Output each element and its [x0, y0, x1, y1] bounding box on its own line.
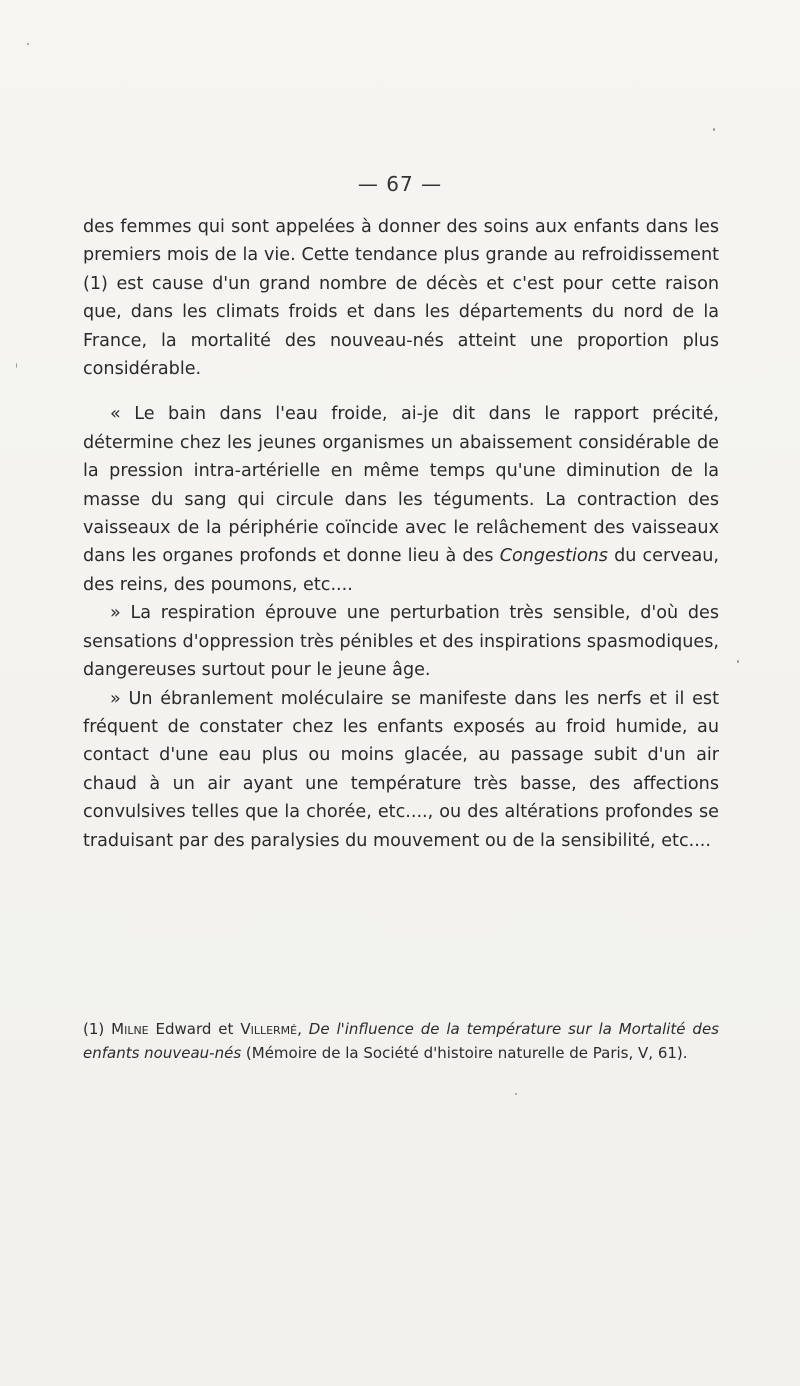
paragraph-2 — [83, 400, 719, 599]
footnote — [83, 1018, 719, 1065]
footnote-source: (Mémoire de la Société d'histoire naturelle de Paris, V, 61). — [241, 1043, 688, 1062]
page-number: — 67 — — [357, 172, 443, 196]
paragraph-2-text-end: du cerveau, des reins, des poumons, etc.... — [83, 546, 720, 595]
footnote-connector: Edward et — [148, 1020, 241, 1038]
footnote-author-2: Villermé — [240, 1020, 298, 1038]
footnote-separator: , — [297, 1020, 309, 1038]
paragraph-4: » Un ébranlement moléculaire se manifeste dans les nerfs et il est fréquent de constater chez les enfants exposés au froid humide, au contact d'une eau plus ou moins glacée, au passage subit d'un air chaud à un air ayant une température très basse, des affections convulsives telles que la chorée, etc...., ou des altérations profondes se traduisant par des paralysies du mouvement ou de la sensibilité, etc.... — [83, 688, 719, 851]
paragraph-3: » La respiration éprouve une perturbation très sensible, d'où des sensations d'oppression très pénibles et des inspirations spasmodiques, dangereuses surtout pour le jeune âge. — [83, 603, 719, 681]
paragraph-2-italic-term: Congestions — [499, 546, 608, 567]
paragraph-2-text-start: « Le bain dans l'eau froide, ai-je dit dans le rapport précité, détermine chez les jeunes organismes un abaissement considérable de la pression intra-artérielle en même temps qu'une diminution de la masse du sang qui circule dans les téguments. La contraction des vaisseaux de la périphérie coïncide avec le relâchement des vaisseaux dans les organes profonds et donne lieu à des — [83, 404, 719, 567]
footnote-work-title: De l'influence de la température sur la Mortalité des enfants nouveau-nés — [83, 1020, 719, 1062]
footnote-marker: (1) — [83, 1020, 112, 1038]
body-text — [83, 213, 719, 855]
footnote-author-1: Milne — [111, 1020, 149, 1038]
paragraph-1: des femmes qui sont appelées à donner des soins aux enfants dans les premiers mois de la vie. Cette tendance plus grande au refroidissement (1) est cause d'un grand nombre de décès et c'est pour cette raison que, dans les climats froids et dans les départements du nord de la France, la mortalité des nouveau-nés atteint une proportion plus considérable. — [83, 217, 719, 380]
